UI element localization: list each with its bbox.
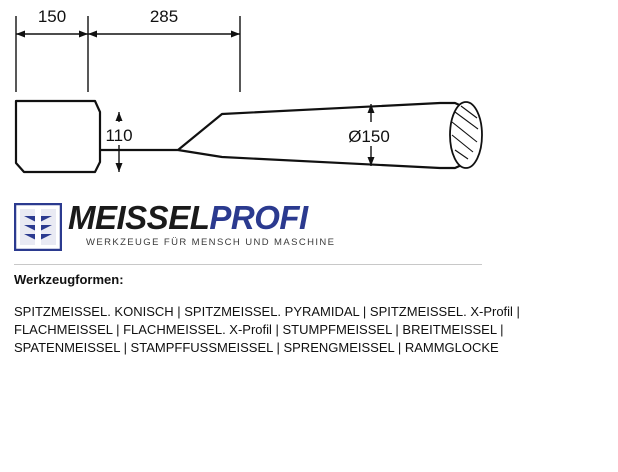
- technical-drawing: [0, 0, 618, 195]
- brand-logo: [14, 201, 484, 256]
- logo-mark-icon: [14, 203, 62, 251]
- tool-shapes-line: FLACHMEISSEL | FLACHMEISSEL. X-Profil | STUMPFMEISSEL | BREITMEISSEL |: [14, 322, 504, 337]
- dimension-label-285: 285: [149, 7, 179, 26]
- section-heading: Werkzeugformen:: [14, 272, 124, 287]
- logo-word-meissel: MEISSEL: [68, 199, 210, 236]
- dimension-150-group: [16, 16, 88, 92]
- dimension-label-150: 150: [37, 7, 67, 26]
- tool-shapes-section: [14, 272, 554, 357]
- chisel-outline: [16, 101, 472, 172]
- tool-shapes-line: SPITZMEISSEL. KONISCH | SPITZMEISSEL. PYRAMIDAL | SPITZMEISSEL. X-Profil |: [14, 304, 520, 319]
- tool-shapes-line: SPATENMEISSEL | STAMPFFUSSMEISSEL | SPRENGMEISSEL | RAMMGLOCKE: [14, 340, 499, 355]
- dimension-label-110: 110: [105, 126, 133, 145]
- section-divider: [14, 264, 482, 265]
- dimension-label-diameter: Ø150: [348, 127, 390, 146]
- logo-tagline: WERKZEUGE FÜR MENSCH UND MASCHINE: [86, 237, 336, 248]
- logo-word-profi: PROFI: [209, 199, 308, 236]
- dimension-285-group: [88, 16, 240, 92]
- logo-wordmark: [68, 199, 308, 237]
